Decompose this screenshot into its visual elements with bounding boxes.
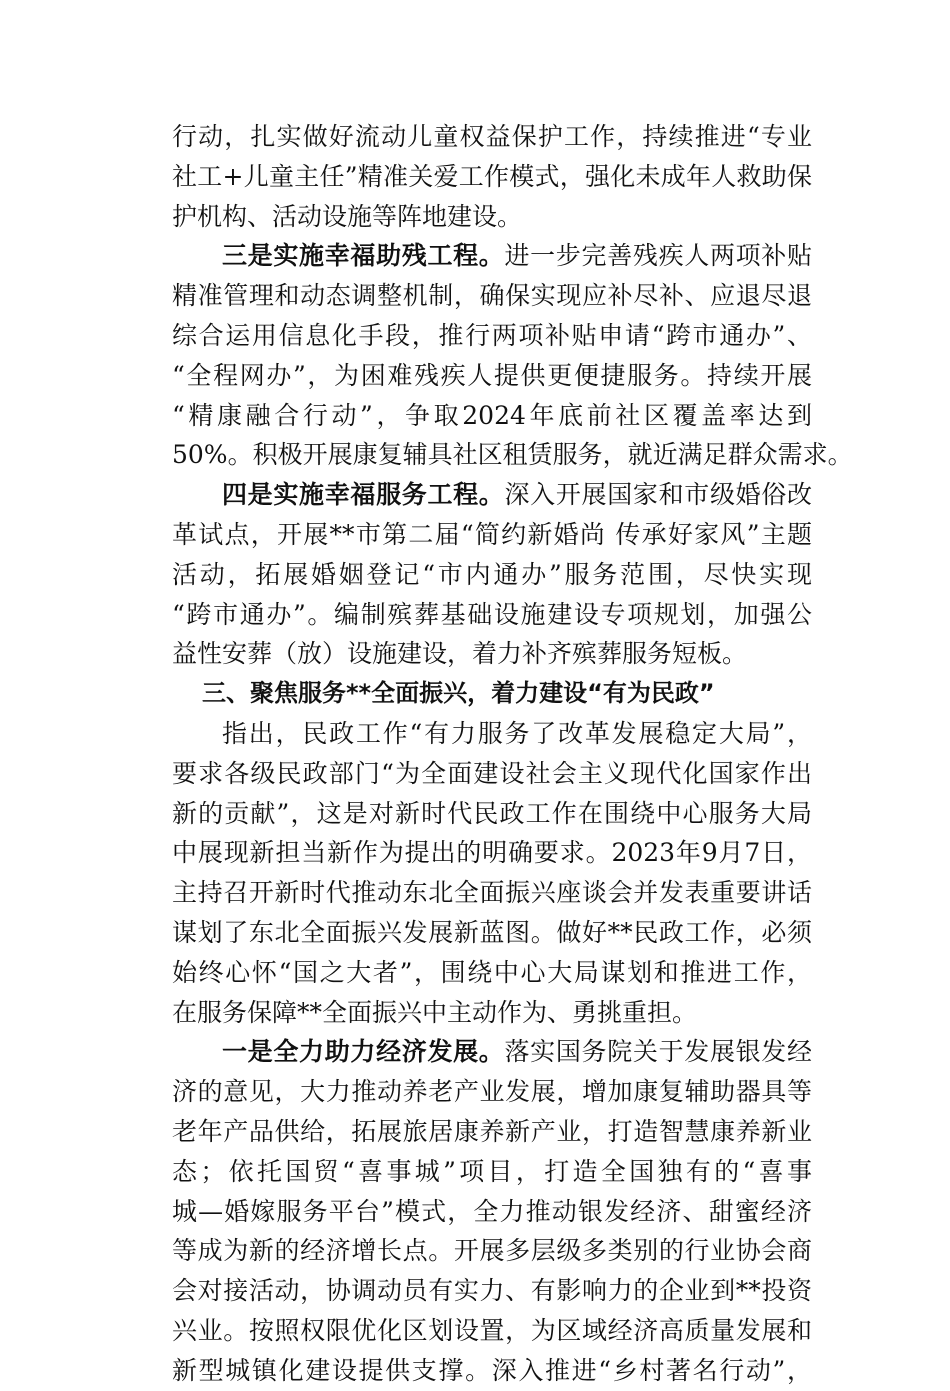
text-line: 始终心怀“国之大者”，围绕中心大局谋划和推进工作，	[172, 957, 812, 987]
text-line: “跨市通办”。编制殡葬基础设施建设专项规划，加强公	[172, 599, 812, 629]
text-line: 活动，拓展婚姻登记“市内通办”服务范围，尽快实现	[172, 559, 812, 589]
paragraph-child-protection	[172, 117, 812, 236]
text-line: 中展现新担当新作为提出的明确要求。2023年9月7日，	[172, 838, 812, 868]
text-line: “全程网办”，为困难残疾人提供更便捷服务。持续开展	[172, 360, 812, 390]
text-line: 兴业。按照权限优化区划设置，为区域经济高质量发展和	[172, 1315, 812, 1345]
text-fragment: 深入开展国家和市级婚俗改	[504, 480, 812, 510]
text-line: 行动，扎实做好流动儿童权益保护工作，持续推进“专业	[172, 122, 812, 151]
text-line: 社工+儿童主任”精准关爱工作模式，强化未成年人救助保	[172, 161, 812, 191]
text-line: 综合运用信息化手段，推行两项补贴申请“跨市通办”、	[172, 320, 812, 350]
text-line: 等成为新的经济增长点。开展多层级多类别的行业协会商	[172, 1236, 812, 1266]
text-line: 50%。积极开展康复辅具社区租赁服务，就近满足群众需求。	[172, 440, 853, 470]
text-line	[172, 236, 812, 276]
text-line	[172, 1032, 812, 1072]
text-line: 要求各级民政部门“为全面建设社会主义现代化国家作出	[172, 758, 812, 788]
text-line: 新型城镇化建设提供支撑。深入推进“乡村著名行动”，	[172, 1355, 812, 1385]
text-fragment: 进一步完善残疾人两项补贴	[504, 241, 812, 271]
text-line: 城—婚嫁服务平台”模式，全力推动银发经济、甜蜜经济	[172, 1196, 812, 1226]
text-line: 济的意见，大力推动养老产业发展，增加康复辅助器具等	[172, 1077, 812, 1107]
text-line: 主持召开新时代推动东北全面振兴座谈会并发表重要讲话	[172, 878, 812, 908]
text-line: 护机构、活动设施等阵地建设。	[172, 201, 523, 231]
text-line: 指出，民政工作“有力服务了改革发展稳定大局”，	[222, 718, 812, 748]
text-line: 老年产品供给，拓展旅居康养新产业，打造智慧康养新业	[172, 1116, 812, 1146]
paragraph-economy	[172, 1032, 812, 1390]
text-line: 态；依托国贸“喜事城”项目，打造全国独有的“喜事	[172, 1156, 812, 1186]
text-line: “精康融合行动”，争取2024年底前社区覆盖率达到	[172, 400, 812, 430]
section-heading	[172, 674, 812, 714]
text-line: 新的贡献”，这是对新时代民政工作在围绕中心服务大局	[172, 798, 812, 828]
paragraph-lead: 一是全力助力经济发展。	[222, 1037, 505, 1067]
document-body	[172, 117, 853, 1391]
text-line: 革试点，开展**市第二届“简约新婚尚 传承好家风”主题	[172, 519, 812, 549]
section-heading-text: 三、聚焦服务**全面振兴，着力建设“有为民政”	[202, 679, 715, 708]
text-line: 会对接活动，协调动员有实力、有影响力的企业到**投资	[172, 1276, 812, 1306]
text-line: 谋划了东北全面振兴发展新蓝图。做好**民政工作，必须	[172, 917, 812, 947]
paragraph-intro	[172, 714, 812, 1032]
text-fragment: 落实国务院关于发展银发经	[504, 1037, 812, 1067]
text-line	[172, 475, 812, 515]
text-line: 益性安葬（放）设施建设，着力补齐殡葬服务短板。	[172, 639, 748, 669]
paragraph-lead: 四是实施幸福服务工程。	[222, 480, 505, 510]
paragraph-disability-project	[172, 236, 853, 475]
text-line: 精准管理和动态调整机制，确保实现应补尽补、应退尽退	[172, 281, 812, 311]
paragraph-service-project	[172, 475, 812, 674]
text-line: 在服务保障**全面振兴中主动作为、勇挑重担。	[172, 997, 698, 1027]
paragraph-lead: 三是实施幸福助残工程。	[222, 241, 505, 271]
